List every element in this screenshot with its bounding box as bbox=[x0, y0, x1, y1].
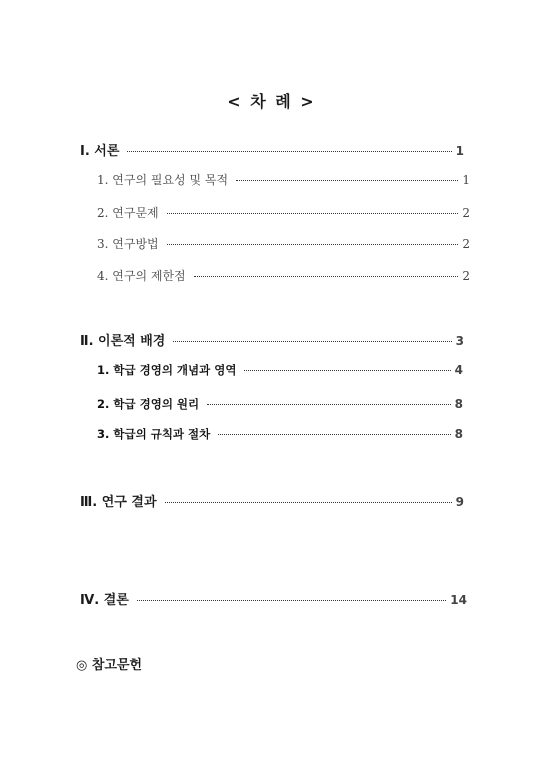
toc-subsection bbox=[97, 171, 470, 187]
subsection-label: 1. 연구의 필요성 및 목적 bbox=[97, 173, 229, 187]
section-label: Ⅳ. 결론 bbox=[80, 593, 129, 608]
leader-dots bbox=[137, 600, 446, 601]
page-number: 9 bbox=[455, 495, 464, 509]
section-label: Ⅰ. 서론 bbox=[80, 144, 120, 159]
leader-dots bbox=[127, 151, 451, 152]
page-number: 14 bbox=[450, 593, 467, 607]
subsection-label: 3. 연구방법 bbox=[97, 237, 159, 251]
subsection-label: 2. 학급 경영의 원리 bbox=[97, 397, 200, 411]
leader-dots bbox=[207, 404, 450, 405]
leader-dots bbox=[194, 276, 459, 277]
page-number: 3 bbox=[455, 334, 464, 348]
toc-subsection bbox=[97, 267, 470, 283]
page-number: 1 bbox=[462, 173, 470, 187]
leader-dots bbox=[167, 213, 459, 214]
page-number: 8 bbox=[454, 397, 463, 411]
subsection-label: 3. 학급의 규칙과 절차 bbox=[97, 427, 211, 441]
page-number: 2 bbox=[462, 206, 470, 220]
leader-dots bbox=[218, 434, 450, 435]
section-label: Ⅱ. 이론적 배경 bbox=[80, 334, 166, 349]
leader-dots bbox=[244, 370, 450, 371]
leader-dots bbox=[173, 341, 451, 342]
page-number: 2 bbox=[462, 269, 470, 283]
subsection-label: 2. 연구문제 bbox=[97, 206, 159, 220]
toc-section-4 bbox=[80, 589, 467, 608]
subsection-label: 4. 연구의 제한점 bbox=[97, 269, 186, 283]
toc-subsection bbox=[97, 362, 463, 378]
toc-title: < 차 례 > bbox=[227, 92, 316, 111]
toc-section-3 bbox=[80, 491, 464, 510]
page-number: 4 bbox=[454, 363, 463, 377]
page-number: 2 bbox=[462, 237, 470, 251]
toc-section-1 bbox=[80, 140, 464, 159]
toc-section-2 bbox=[80, 330, 464, 349]
leader-dots bbox=[167, 244, 459, 245]
page-number: 1 bbox=[455, 144, 464, 158]
page-number: 8 bbox=[454, 427, 463, 441]
section-label: Ⅲ. 연구 결과 bbox=[80, 495, 157, 510]
toc-subsection bbox=[97, 396, 463, 412]
toc-subsection bbox=[97, 204, 470, 220]
subsection-label: 1. 학급 경영의 개념과 영역 bbox=[97, 363, 237, 377]
toc-subsection bbox=[97, 235, 470, 251]
toc-subsection bbox=[97, 426, 463, 442]
leader-dots bbox=[165, 502, 452, 503]
leader-dots bbox=[236, 180, 458, 181]
references-entry: ◎ 참고문헌 bbox=[76, 658, 143, 673]
